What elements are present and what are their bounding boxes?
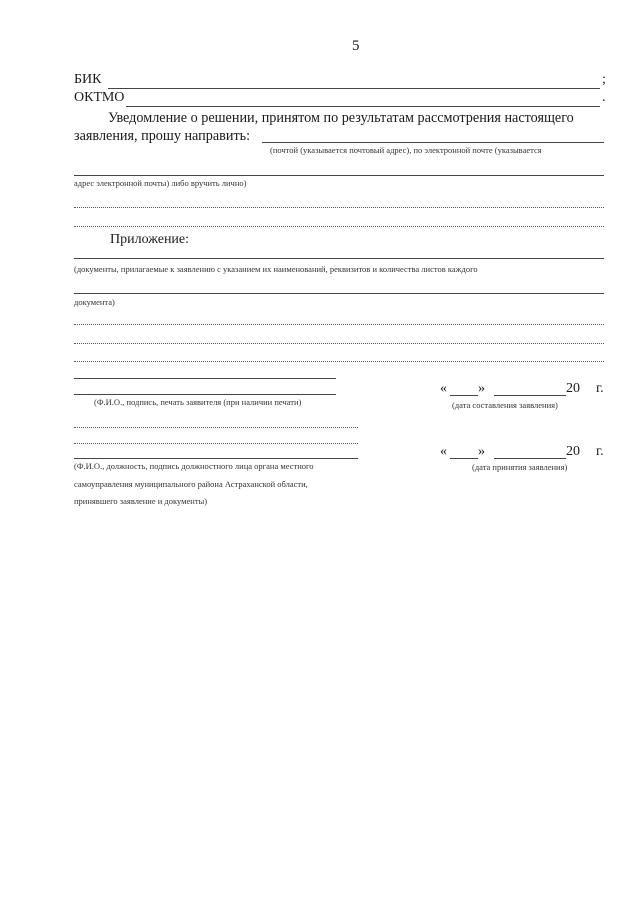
- bik-end-mark: ;: [602, 72, 606, 87]
- attachment-hint-1: (документы, прилагаемые к заявлению с указанием их наименований, реквизитов и количества листов каждого: [74, 264, 478, 274]
- notification-line-c: [74, 226, 604, 227]
- official-date-caption: (дата принятия заявления): [472, 462, 568, 472]
- notification-field-line: [262, 142, 604, 143]
- official-month-line: [494, 458, 566, 459]
- official-caption-2: самоуправления муниципального района Астраханской области,: [74, 479, 308, 489]
- applicant-day-line: [450, 395, 478, 396]
- attachment-label: Приложение:: [110, 232, 190, 247]
- notification-line-b: [74, 207, 604, 208]
- attachment-line-c: [74, 324, 604, 325]
- oktmo-end-mark: .: [602, 90, 606, 105]
- applicant-month-line: [494, 395, 566, 396]
- bik-label: БИК: [74, 72, 102, 87]
- applicant-signature-caption: (Ф.И.О., подпись, печать заявителя (при наличии печати): [94, 397, 302, 407]
- applicant-quote-open: «: [440, 381, 447, 396]
- notification-line-a: [74, 175, 604, 176]
- official-day-line: [450, 458, 478, 459]
- oktmo-label: ОКТМО: [74, 90, 125, 105]
- applicant-year-suffix: г.: [596, 381, 604, 396]
- notification-line-2: заявления, прошу направить:: [74, 128, 251, 144]
- official-caption-3: принявшего заявление и документы): [74, 496, 208, 506]
- official-signature-line: [74, 458, 358, 459]
- applicant-quote-close: »: [478, 381, 485, 396]
- official-year-suffix: г.: [596, 444, 604, 459]
- applicant-year-prefix: 20: [566, 381, 580, 396]
- official-line-b: [74, 443, 358, 444]
- applicant-signature-line: [74, 378, 336, 379]
- notification-hint-2: адрес электронной почты) либо вручить лично): [74, 178, 247, 188]
- bik-field-line: [108, 88, 600, 89]
- notification-hint-1: (почтой (указывается почтовый адрес), по электронной почте (указывается: [270, 145, 542, 155]
- official-year-prefix: 20: [566, 444, 580, 459]
- attachment-hint-2: документа): [74, 297, 115, 307]
- applicant-date-caption: (дата составления заявления): [452, 400, 558, 410]
- oktmo-field-line: [126, 106, 600, 107]
- page-number: 5: [352, 38, 360, 54]
- attachment-line-a: [74, 258, 604, 259]
- notification-line-1: Уведомление о решении, принятом по результатам рассмотрения настоящего: [108, 110, 574, 126]
- applicant-signature-line-2: [74, 394, 336, 395]
- official-line-a: [74, 427, 358, 428]
- attachment-line-e: [74, 361, 604, 362]
- official-quote-close: »: [478, 444, 485, 459]
- official-quote-open: «: [440, 444, 447, 459]
- attachment-line-b: [74, 293, 604, 294]
- attachment-line-d: [74, 343, 604, 344]
- official-caption-1: (Ф.И.О., должность, подпись должностного лица органа местного: [74, 461, 314, 471]
